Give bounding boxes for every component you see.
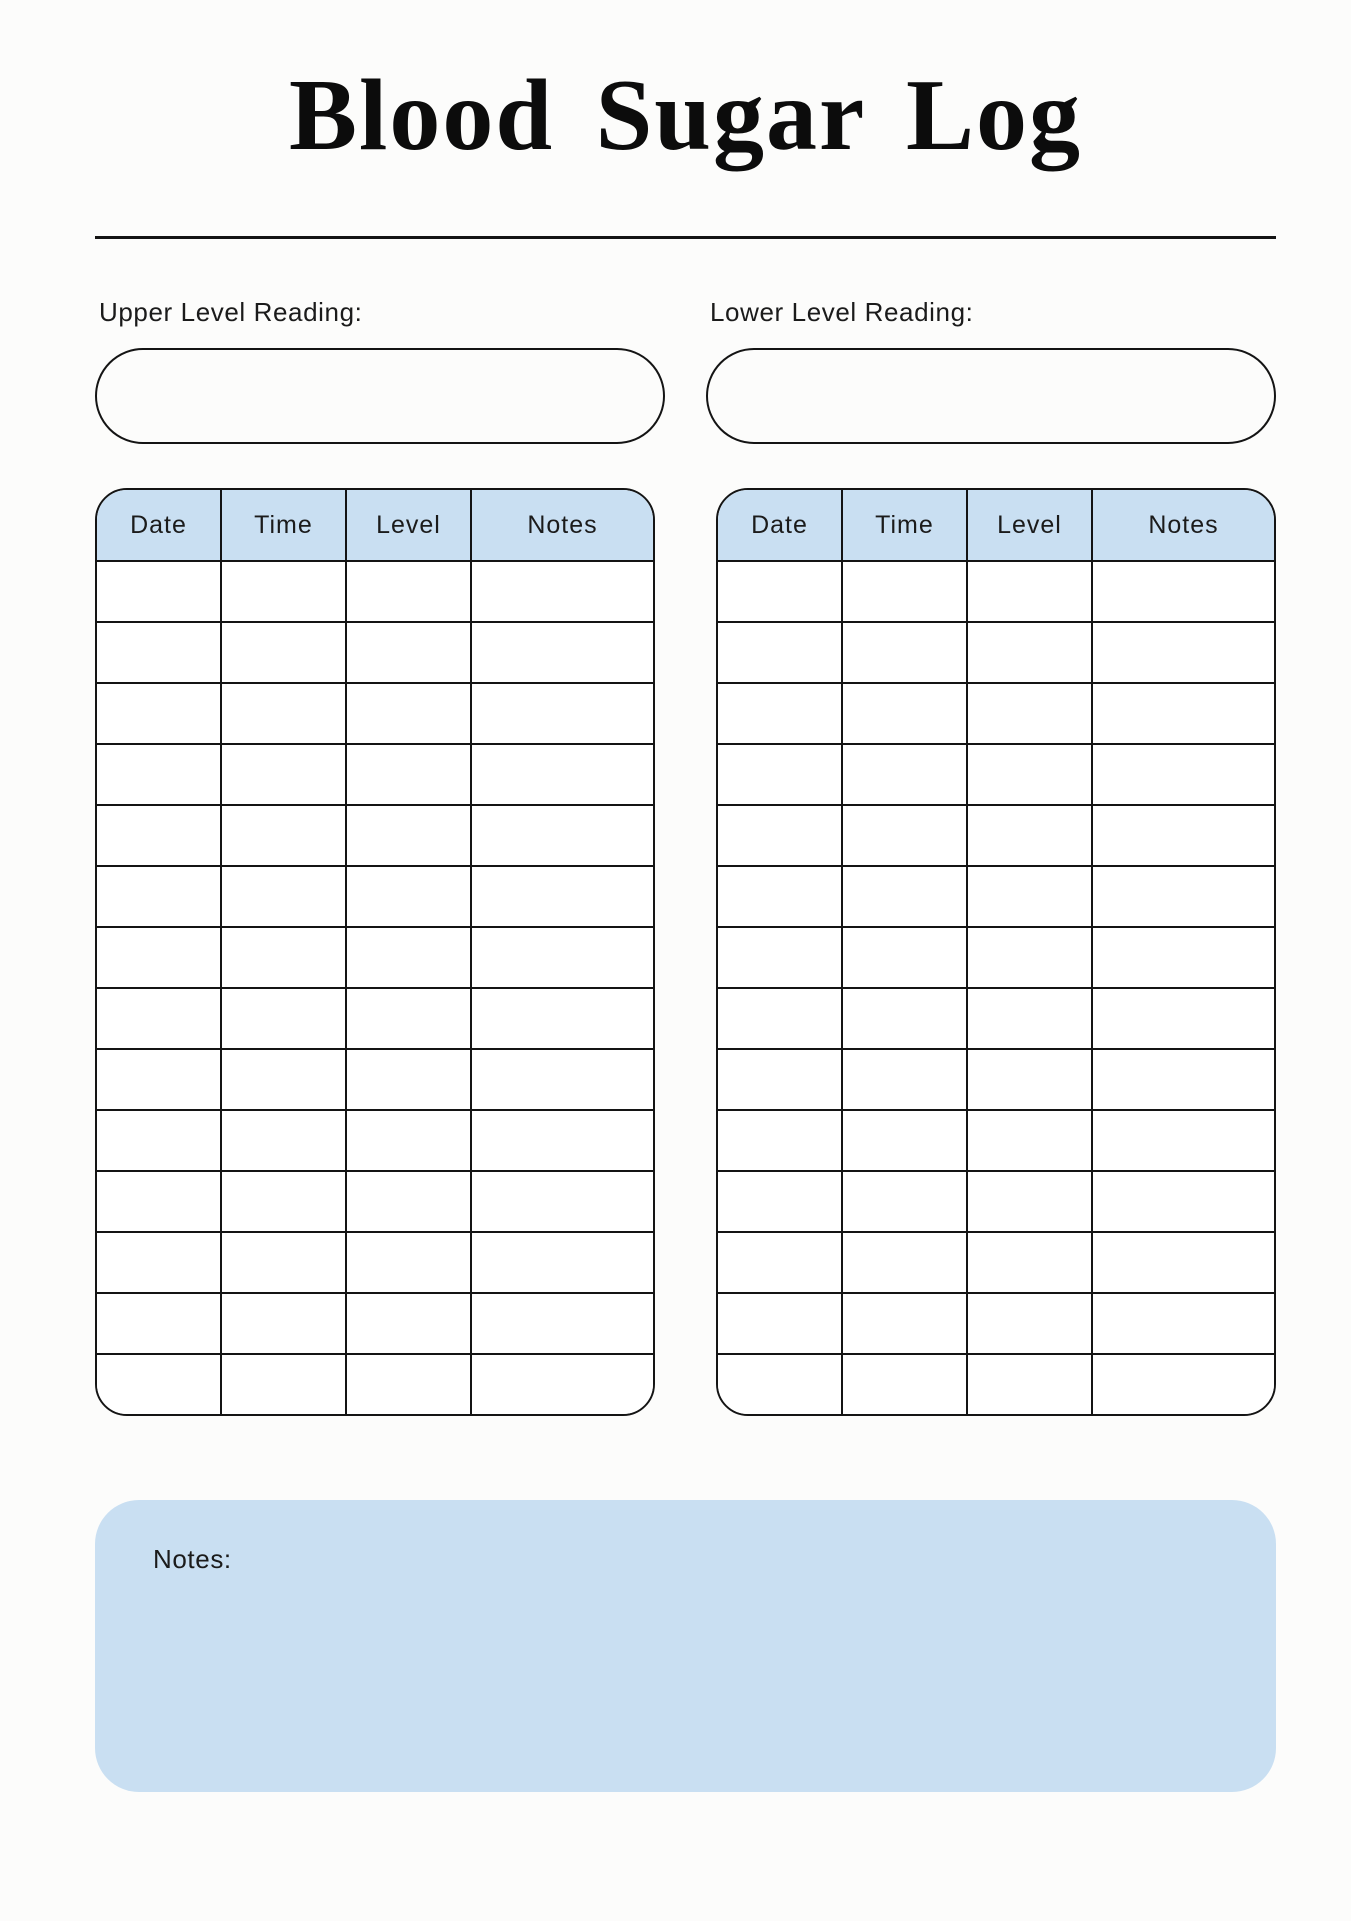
column-header-date: Date [96,489,221,561]
lower-notes-cell[interactable] [1092,866,1275,927]
upper-notes-cell[interactable] [471,1293,654,1354]
upper-level-cell[interactable] [346,1049,471,1110]
upper-log-row [96,866,654,927]
title-divider [95,236,1276,239]
lower-log-row [717,561,1275,622]
upper-time-cell[interactable] [221,866,346,927]
lower-notes-cell[interactable] [1092,1293,1275,1354]
lower-log-row [717,744,1275,805]
lower-notes-cell[interactable] [1092,1110,1275,1171]
lower-date-cell[interactable] [717,988,842,1049]
lower-notes-cell[interactable] [1092,988,1275,1049]
page-content [95,0,1276,1792]
upper-level-cell[interactable] [346,1293,471,1354]
upper-notes-cell[interactable] [471,744,654,805]
upper-time-cell[interactable] [221,1354,346,1415]
upper-reading-label: Upper Level Reading: [99,297,363,328]
upper-level-cell[interactable] [346,561,471,622]
lower-log-row [717,1110,1275,1171]
upper-date-cell[interactable] [96,927,221,988]
lower-notes-cell[interactable] [1092,744,1275,805]
lower-reading-section [706,297,1276,444]
upper-reading-section [95,297,665,444]
upper-time-cell[interactable] [221,1232,346,1293]
upper-log-row [96,927,654,988]
lower-log-table [716,488,1276,1416]
lower-time-cell[interactable] [842,927,967,988]
lower-log-row [717,1049,1275,1110]
upper-level-cell[interactable] [346,1232,471,1293]
lower-level-cell[interactable] [967,744,1092,805]
upper-time-cell[interactable] [221,988,346,1049]
lower-level-cell[interactable] [967,622,1092,683]
lower-level-cell[interactable] [967,866,1092,927]
lower-log-row [717,1293,1275,1354]
lower-log-row [717,622,1275,683]
upper-notes-cell[interactable] [471,1171,654,1232]
lower-date-cell[interactable] [717,561,842,622]
upper-log-row [96,1171,654,1232]
upper-time-cell[interactable] [221,683,346,744]
upper-time-cell[interactable] [221,927,346,988]
lower-level-cell[interactable] [967,561,1092,622]
upper-level-cell[interactable] [346,927,471,988]
lower-log-row [717,1171,1275,1232]
upper-notes-cell[interactable] [471,866,654,927]
upper-date-cell[interactable] [96,1049,221,1110]
upper-header-row [96,489,654,561]
upper-date-cell[interactable] [96,1293,221,1354]
upper-notes-cell[interactable] [471,1049,654,1110]
lower-notes-cell[interactable] [1092,927,1275,988]
upper-log-row [96,805,654,866]
notes-input-area[interactable] [95,1500,1276,1792]
upper-date-cell[interactable] [96,622,221,683]
lower-time-cell[interactable] [842,1171,967,1232]
lower-notes-cell[interactable] [1092,561,1275,622]
lower-level-cell[interactable] [967,988,1092,1049]
page-title: Blood Sugar Log [288,59,1083,172]
lower-time-cell[interactable] [842,561,967,622]
lower-reading-label: Lower Level Reading: [710,297,974,328]
column-header-level: Level [967,489,1092,561]
lower-time-cell[interactable] [842,1232,967,1293]
lower-log-table-grid [716,488,1276,1416]
upper-level-cell[interactable] [346,1354,471,1415]
lower-date-cell[interactable] [717,683,842,744]
lower-time-cell[interactable] [842,988,967,1049]
lower-log-row [717,866,1275,927]
column-header-notes: Notes [1092,489,1275,561]
upper-date-cell[interactable] [96,1110,221,1171]
lower-log-row [717,927,1275,988]
lower-notes-cell[interactable] [1092,622,1275,683]
column-header-time: Time [221,489,346,561]
lower-time-cell[interactable] [842,805,967,866]
upper-log-row [96,1354,654,1415]
lower-date-cell[interactable] [717,1293,842,1354]
upper-date-cell[interactable] [96,1232,221,1293]
lower-level-cell[interactable] [967,805,1092,866]
lower-date-cell[interactable] [717,1110,842,1171]
upper-time-cell[interactable] [221,1049,346,1110]
upper-level-cell[interactable] [346,1110,471,1171]
upper-time-cell[interactable] [221,561,346,622]
upper-level-cell[interactable] [346,622,471,683]
lower-log-row [717,1354,1275,1415]
upper-level-cell[interactable] [346,866,471,927]
lower-level-cell[interactable] [967,1293,1092,1354]
lower-time-cell[interactable] [842,1293,967,1354]
lower-header-row [717,489,1275,561]
upper-time-cell[interactable] [221,1110,346,1171]
lower-notes-cell[interactable] [1092,683,1275,744]
upper-log-row [96,744,654,805]
upper-log-row [96,622,654,683]
upper-notes-cell[interactable] [471,1110,654,1171]
upper-date-cell[interactable] [96,805,221,866]
upper-notes-cell[interactable] [471,805,654,866]
upper-level-cell[interactable] [346,744,471,805]
lower-time-cell[interactable] [842,1354,967,1415]
upper-level-cell[interactable] [346,683,471,744]
upper-log-row [96,1232,654,1293]
log-tables-row [95,488,1276,1416]
upper-log-row [96,561,654,622]
upper-level-cell[interactable] [346,1171,471,1232]
upper-notes-cell[interactable] [471,988,654,1049]
lower-time-cell[interactable] [842,866,967,927]
upper-log-row [96,1293,654,1354]
upper-level-cell[interactable] [346,988,471,1049]
upper-date-cell[interactable] [96,866,221,927]
upper-date-cell[interactable] [96,1354,221,1415]
lower-reading-input[interactable] [706,348,1276,444]
lower-level-cell[interactable] [967,1354,1092,1415]
lower-log-row [717,1232,1275,1293]
upper-log-row [96,1049,654,1110]
lower-level-cell[interactable] [967,683,1092,744]
upper-time-cell[interactable] [221,1293,346,1354]
lower-time-cell[interactable] [842,683,967,744]
upper-log-table [95,488,655,1416]
lower-notes-cell[interactable] [1092,1232,1275,1293]
lower-log-row [717,805,1275,866]
lower-notes-cell[interactable] [1092,1354,1275,1415]
upper-log-row [96,683,654,744]
upper-notes-cell[interactable] [471,927,654,988]
upper-log-table-grid [95,488,655,1416]
lower-time-cell[interactable] [842,622,967,683]
notes-label: Notes: [153,1544,232,1575]
lower-log-row [717,683,1275,744]
column-header-time: Time [842,489,967,561]
upper-notes-cell[interactable] [471,622,654,683]
upper-time-cell[interactable] [221,744,346,805]
lower-level-cell[interactable] [967,927,1092,988]
lower-date-cell[interactable] [717,1171,842,1232]
upper-time-cell[interactable] [221,1171,346,1232]
lower-date-cell[interactable] [717,805,842,866]
upper-log-row [96,988,654,1049]
lower-log-row [717,988,1275,1049]
lower-level-cell[interactable] [967,1049,1092,1110]
upper-notes-cell[interactable] [471,1232,654,1293]
upper-date-cell[interactable] [96,683,221,744]
lower-date-cell[interactable] [717,927,842,988]
upper-notes-cell[interactable] [471,1354,654,1415]
lower-time-cell[interactable] [842,744,967,805]
upper-time-cell[interactable] [221,805,346,866]
lower-date-cell[interactable] [717,866,842,927]
upper-log-row [96,1110,654,1171]
lower-time-cell[interactable] [842,1110,967,1171]
lower-level-cell[interactable] [967,1232,1092,1293]
lower-notes-cell[interactable] [1092,1171,1275,1232]
upper-notes-cell[interactable] [471,683,654,744]
upper-reading-input[interactable] [95,348,665,444]
lower-date-cell[interactable] [717,1049,842,1110]
lower-date-cell[interactable] [717,622,842,683]
upper-date-cell[interactable] [96,744,221,805]
upper-date-cell[interactable] [96,1171,221,1232]
upper-notes-cell[interactable] [471,561,654,622]
upper-date-cell[interactable] [96,561,221,622]
column-header-notes: Notes [471,489,654,561]
lower-date-cell[interactable] [717,744,842,805]
lower-date-cell[interactable] [717,1354,842,1415]
column-header-date: Date [717,489,842,561]
lower-time-cell[interactable] [842,1049,967,1110]
lower-notes-cell[interactable] [1092,1049,1275,1110]
lower-date-cell[interactable] [717,1232,842,1293]
lower-level-cell[interactable] [967,1110,1092,1171]
lower-level-cell[interactable] [967,1171,1092,1232]
lower-notes-cell[interactable] [1092,805,1275,866]
reading-fields-row [95,297,1276,444]
upper-level-cell[interactable] [346,805,471,866]
column-header-level: Level [346,489,471,561]
upper-date-cell[interactable] [96,988,221,1049]
upper-time-cell[interactable] [221,622,346,683]
